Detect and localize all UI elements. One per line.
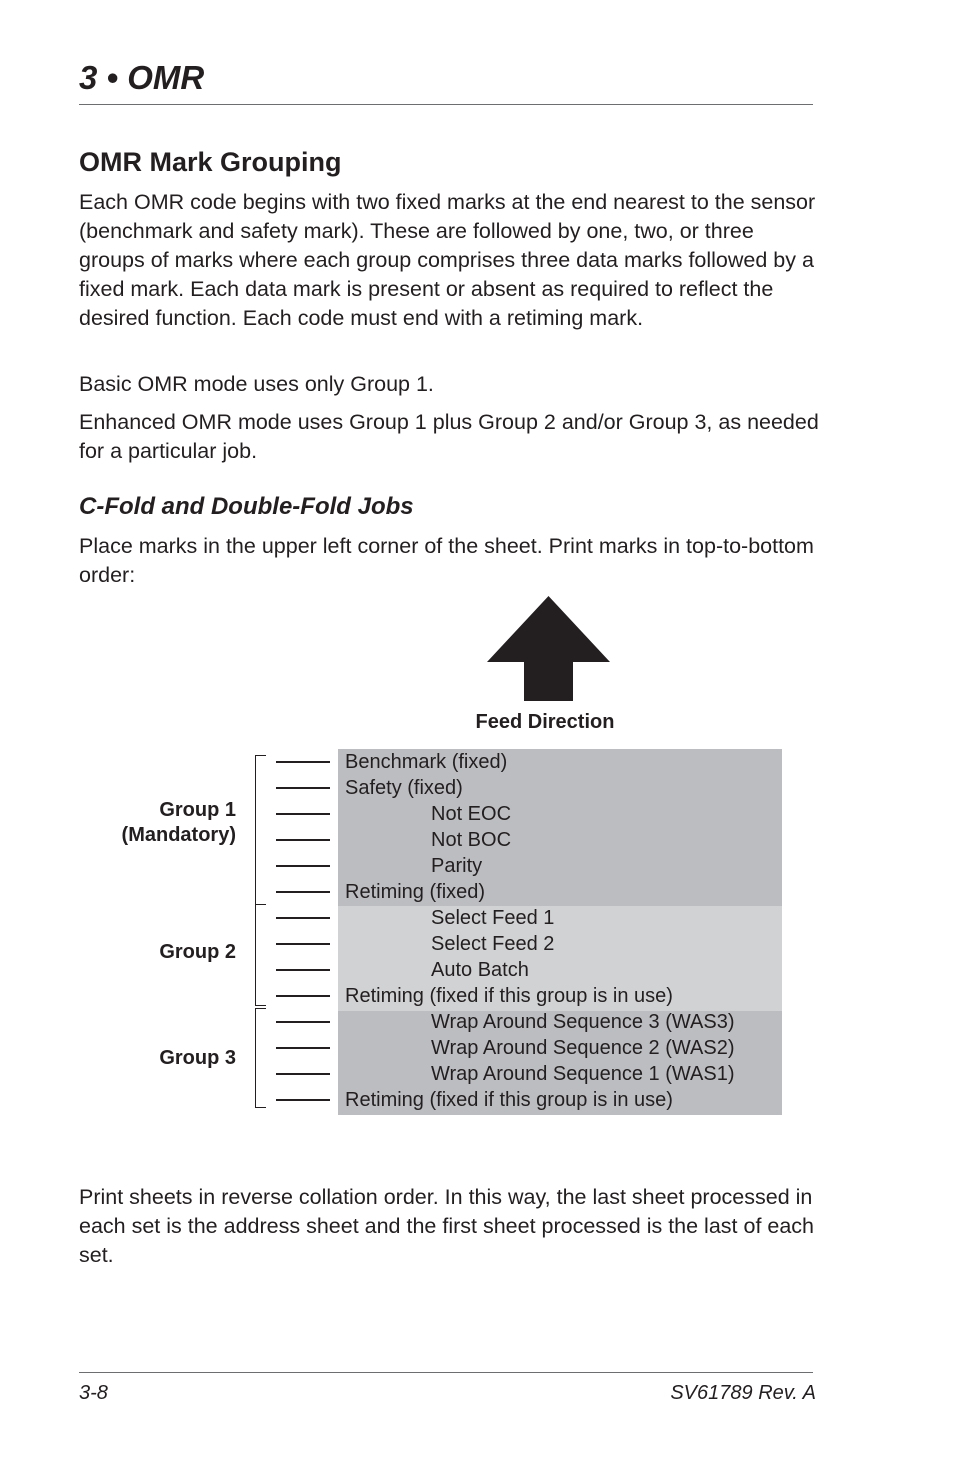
mark-line — [276, 1073, 330, 1075]
mark-label-select-feed-1: Select Feed 1 — [431, 907, 555, 929]
page-number: 3-8 — [79, 1382, 108, 1404]
mark-line — [276, 943, 330, 945]
feed-direction-label: Feed Direction — [475, 711, 615, 733]
document-revision: SV61789 Rev. A — [670, 1382, 816, 1404]
header-rule — [79, 104, 813, 105]
group-1-label: Group 1 (Mandatory) — [121, 799, 236, 846]
subsection-title: C-Fold and Double-Fold Jobs — [79, 493, 414, 520]
mark-line — [276, 839, 330, 841]
mark-line — [276, 865, 330, 867]
mark-label-select-feed-2: Select Feed 2 — [431, 933, 555, 955]
section-paragraph: Each OMR code begins with two fixed marks at the end nearest to the sensor (benchmark and safety mark). These are followed by one, two, or three groups of marks where each group comprises three data marks followed by a fixed mark. Each data mark is present or absent as required to reflect the desired function. Each code must end with a retiming mark. — [79, 190, 816, 330]
mark-label-not-boc: Not BOC — [431, 829, 512, 851]
mark-line — [276, 1021, 330, 1023]
footer-rule — [79, 1372, 813, 1373]
section-paragraph: Enhanced OMR mode uses Group 1 plus Group 2 and/or Group 3, as needed for a particular job. — [79, 410, 819, 463]
mark-line — [276, 995, 330, 997]
mark-label-safety: Safety (fixed) — [345, 777, 463, 799]
mark-line — [276, 787, 330, 789]
closing-paragraph: Print sheets in reverse collation order. In this way, the last sheet processed in each set is the address sheet and the first sheet processed is the last of each set. — [79, 1185, 815, 1267]
mark-line — [276, 813, 330, 815]
group-1-bracket — [255, 755, 266, 905]
group-2-label: Group 2 — [159, 941, 236, 963]
section-title: OMR Mark Grouping — [79, 147, 342, 177]
feed-direction-arrow-icon — [487, 596, 610, 701]
mark-line — [276, 1047, 330, 1049]
mark-label-benchmark: Benchmark (fixed) — [345, 751, 508, 773]
mark-label-was3: Wrap Around Sequence 3 (WAS3) — [431, 1011, 735, 1033]
subsection-intro: Place marks in the upper left corner of the sheet. Print marks in top-to-bottom order: — [79, 534, 814, 587]
mark-line — [276, 1099, 330, 1101]
mark-label-was2: Wrap Around Sequence 2 (WAS2) — [431, 1037, 735, 1059]
mark-label-retiming-group-1: Retiming (fixed) — [345, 881, 486, 903]
mark-label-parity: Parity — [431, 855, 483, 877]
mark-line — [276, 969, 330, 971]
chapter-title: 3 • OMR — [79, 59, 205, 96]
group-2-bracket — [255, 904, 266, 1006]
mark-label-not-eoc: Not EOC — [431, 803, 512, 825]
group-3-label: Group 3 — [159, 1047, 236, 1069]
section-paragraph: Basic OMR mode uses only Group 1. — [79, 372, 434, 396]
group-3-bracket — [255, 1008, 266, 1108]
mark-label-was1: Wrap Around Sequence 1 (WAS1) — [431, 1063, 735, 1085]
mark-line — [276, 917, 330, 919]
mark-line — [276, 891, 330, 893]
mark-label-retiming-group-3: Retiming (fixed if this group is in use) — [345, 1089, 673, 1111]
mark-label-retiming-group-2: Retiming (fixed if this group is in use) — [345, 985, 673, 1007]
mark-line — [276, 761, 330, 763]
mark-label-auto-batch: Auto Batch — [431, 959, 529, 981]
